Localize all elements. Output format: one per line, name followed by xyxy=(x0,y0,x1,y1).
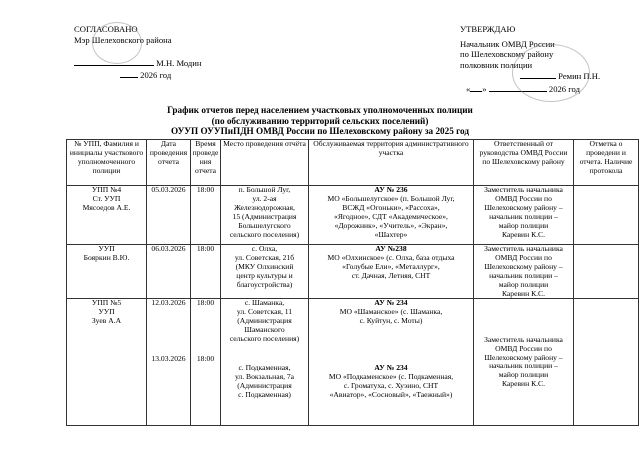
officer-line: Ст. УУП xyxy=(92,193,121,203)
place-line: с. Шаманка, xyxy=(244,298,285,308)
territory-cell xyxy=(309,186,474,245)
responsible-line: майор полиции xyxy=(498,370,549,380)
mark-cell xyxy=(574,299,639,426)
territory-line: МО «Шаманское» (с. Шаманка, xyxy=(339,307,443,317)
title-line-2: (по обслуживанию территорий сельских поселений) xyxy=(211,115,429,126)
time-cell: 18:00 xyxy=(191,245,221,299)
responsible-line: Заместитель начальника xyxy=(484,185,563,194)
approval-right-quote-open: « xyxy=(466,84,471,94)
date-second: 13.03.2026 xyxy=(151,354,186,364)
responsible-line: ОМВД России по xyxy=(495,252,552,262)
approval-left-name: М.Н. Модин xyxy=(156,58,202,68)
spacer xyxy=(192,308,219,355)
place-line: сельского поселения) xyxy=(229,334,300,344)
col-header-mark: Отметка о проведени и отчета. Наличие протокола xyxy=(574,140,639,186)
responsible-line: Каревин К.С. xyxy=(501,379,546,389)
place-line: благоустройства) xyxy=(236,279,293,289)
approval-left-position: Мэр Шелеховского района xyxy=(74,34,172,45)
territory-title: АУ №238 xyxy=(375,244,407,253)
territory-cell xyxy=(309,245,474,299)
approval-right-name: Ремин П.Н. xyxy=(558,71,601,81)
col-header-territory: Обслуживаемая территория административного участка xyxy=(309,140,474,186)
seal-stamp-left xyxy=(92,22,142,64)
spacer xyxy=(310,326,472,364)
responsible-line: Каревин К.С. xyxy=(501,229,546,239)
place-line: ул. Советская, 21б xyxy=(234,252,295,262)
place-line: ул. Вокзальная, 7а xyxy=(234,371,295,381)
officer-line: УПП №5 xyxy=(91,298,122,308)
territory-line: с. Куйтун, с. Моты) xyxy=(359,316,423,326)
territory-line: ст. Дачная, Летняя, СНТ xyxy=(351,270,431,280)
officer-line: Мясоедов А.Е. xyxy=(82,202,131,212)
responsible-line: начальник полиции – xyxy=(489,270,558,280)
col-header-place: Место проведения отчёта xyxy=(221,140,309,186)
responsible-line: Заместитель начальника xyxy=(484,334,563,344)
time-second: 18:00 xyxy=(196,354,215,364)
title-line-3: ОУУП ОУУПиПДН ОМВД России по Шелеховскому району за 2025 год xyxy=(170,126,470,137)
approval-right-position-3: полковник полиции xyxy=(460,59,533,70)
table-header-row xyxy=(67,140,639,186)
officer-line: УПП №4 xyxy=(91,185,122,194)
place-line: (Администрация xyxy=(237,380,292,390)
place-line: Большелугского xyxy=(238,220,291,230)
title-line-1: График отчетов перед населением участковых уполномоченных полиции xyxy=(167,105,473,115)
table-row xyxy=(67,299,639,426)
officer-line: УУП xyxy=(98,307,115,317)
responsible-line: начальник полиции – xyxy=(489,361,558,371)
responsible-line: Шелеховскому району – xyxy=(484,261,563,271)
document-title xyxy=(0,105,640,137)
table-row xyxy=(67,245,639,299)
date-first: 12.03.2026 xyxy=(151,298,186,308)
table-row xyxy=(67,186,639,245)
col-header-date: Дата проведения отчета xyxy=(147,140,191,186)
place-line: Шаманского xyxy=(244,325,285,335)
col-header-officer: № УПП, Фамилия и инициалы участкового уполномоченного полиции xyxy=(67,140,147,186)
date-line xyxy=(120,77,138,78)
responsible-line: Каревин К.С. xyxy=(501,288,546,298)
mark-cell xyxy=(574,245,639,299)
responsible-cell xyxy=(474,299,574,426)
place-line: ул. 2-ая xyxy=(252,193,277,203)
responsible-line: майор полиции xyxy=(498,279,549,289)
responsible-line: Заместитель начальника xyxy=(484,244,563,253)
territory-title: АУ № 234 xyxy=(374,298,408,308)
place-line: с. Подкаменная) xyxy=(238,389,291,399)
responsible-line: Шелеховскому району – xyxy=(484,202,563,212)
officer-cell xyxy=(67,186,147,245)
date-cell: 06.03.2026 xyxy=(147,245,191,299)
territory-line: ВСЖД «Огоньки», «Рассоха», xyxy=(342,202,440,212)
territory-cell xyxy=(309,299,474,426)
mark-cell xyxy=(574,186,639,245)
approval-left-date xyxy=(120,70,171,81)
approval-left-year: 2026 год xyxy=(140,70,172,80)
place-cell xyxy=(221,186,309,245)
territory-line: МО «Большелугское» (п. Большой Луг, xyxy=(327,193,455,203)
time-cell: 18:00 xyxy=(191,186,221,245)
responsible-line: Шелеховскому району – xyxy=(484,352,563,362)
territory-line: МО «Подкаменское» (с. Подкаменная, xyxy=(328,372,454,382)
approval-right-heading: УТВЕРЖДАЮ xyxy=(460,24,516,34)
responsible-line: начальник полиции – xyxy=(489,211,558,221)
responsible-cell xyxy=(474,245,574,299)
place-line: (Администрация xyxy=(237,316,292,326)
approval-right-position-1: Начальник ОМВД России xyxy=(460,38,555,49)
place-line: 15 (Администрация xyxy=(232,211,297,221)
approval-right-year: 2026 год xyxy=(548,84,580,94)
time-cell xyxy=(191,299,221,426)
place-cell xyxy=(221,245,309,299)
place-line: с. Олха, xyxy=(251,244,278,253)
day-line xyxy=(470,91,482,92)
territory-line: «Ягодное», СДТ «Академическое», xyxy=(334,211,448,221)
territory-line: МО «Олхинское» (с. Олха, база отдыха xyxy=(327,252,455,262)
place-line: сельского поселения) xyxy=(229,229,300,239)
officer-line: УУП xyxy=(98,244,115,253)
schedule-table xyxy=(66,139,639,426)
place-line: Железнодорожная, xyxy=(234,202,295,212)
officer-cell xyxy=(67,245,147,299)
officer-cell xyxy=(67,299,147,426)
place-line: ул. Советская, 11 xyxy=(236,307,293,317)
responsible-line: ОМВД России по xyxy=(495,193,552,203)
territory-line: «Шахтер» xyxy=(374,229,408,239)
approval-left-heading: СОГЛАСОВАНО xyxy=(74,24,138,34)
responsible-line: ОМВД России по xyxy=(495,343,552,353)
seal-stamp-right xyxy=(512,44,590,102)
territory-title: АУ № 236 xyxy=(374,185,408,194)
territory-line: «Авиатор», «Сосновый», «Таежный») xyxy=(329,389,453,399)
officer-line: Бояркин В.Ю. xyxy=(83,252,130,262)
place-cell xyxy=(221,299,309,426)
responsible-line: майор полиции xyxy=(498,220,549,230)
date-cell: 05.03.2026 xyxy=(147,186,191,245)
place-line: центр культуры и xyxy=(236,270,293,280)
officer-line: Зуев А.А xyxy=(91,316,122,326)
approval-right-quote-close: » xyxy=(482,84,487,94)
signature-line xyxy=(74,65,154,66)
col-header-responsible: Ответственный от руководства ОМВД России по Шелеховскому району xyxy=(474,140,574,186)
place-line: п. Большой Луг, xyxy=(238,185,291,194)
responsible-cell xyxy=(474,186,574,245)
place-line: с. Подкаменная, xyxy=(238,362,291,372)
territory-title: АУ № 234 xyxy=(374,363,408,373)
approval-left-signature xyxy=(74,58,202,69)
spacer xyxy=(148,308,189,355)
col-header-time: Время проведе ния отчета xyxy=(191,140,221,186)
time-first: 18:00 xyxy=(196,298,215,308)
spacer xyxy=(222,344,307,364)
approval-right-position-2: по Шелеховскому району xyxy=(460,49,554,59)
territory-line: с. Громатуха, с. Хуэино, СНТ xyxy=(343,380,439,390)
date-cell xyxy=(147,299,191,426)
territory-line: «Голубые Ели», «Металлург», xyxy=(342,261,440,271)
territory-line: «Дорожник», «Учитель», «Экран», xyxy=(334,220,448,230)
place-line: (МКУ Олхинский xyxy=(235,261,294,271)
